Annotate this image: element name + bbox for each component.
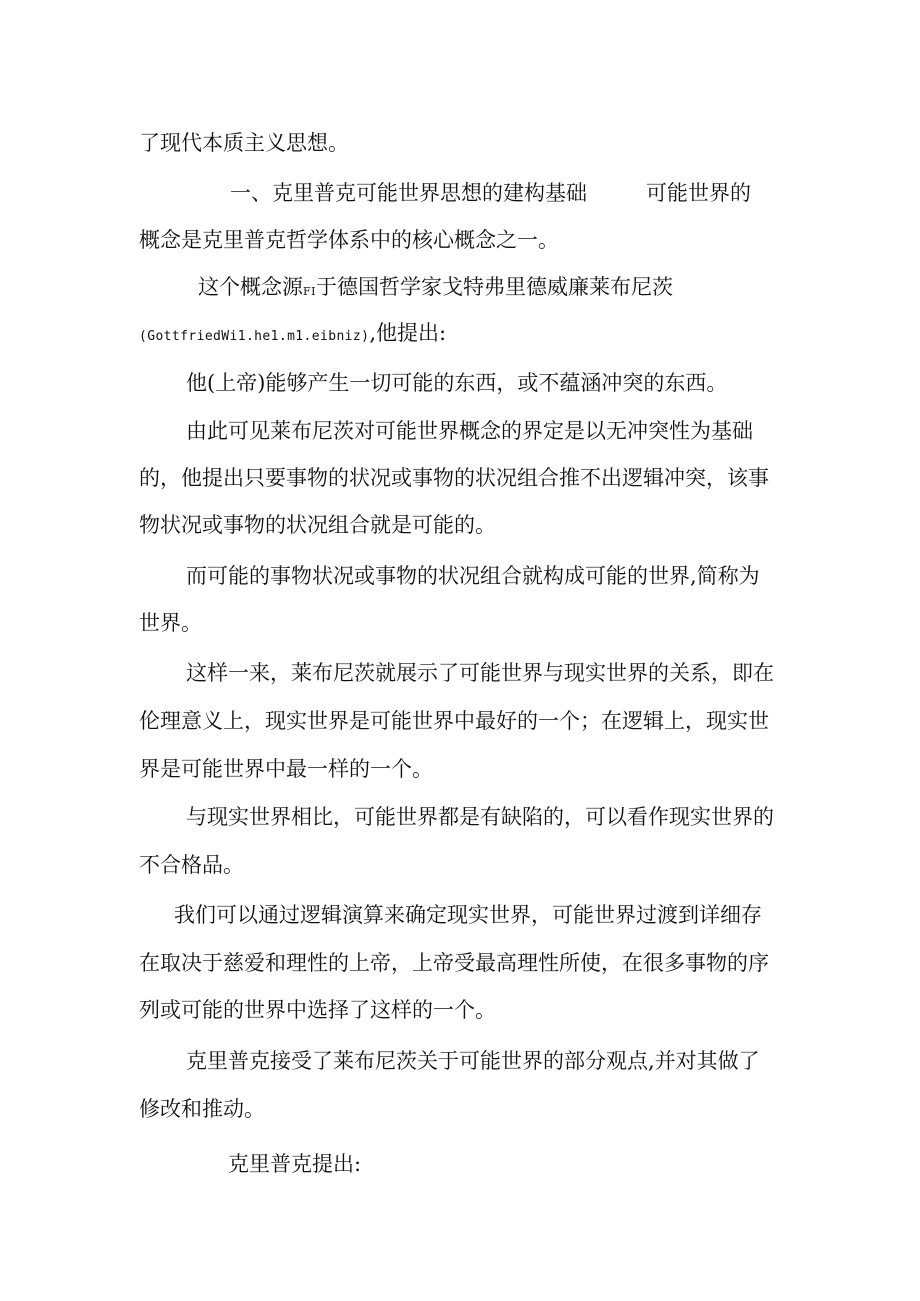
paragraph-line <box>139 318 446 352</box>
text-run: 这个概念源 <box>198 275 303 299</box>
paragraph-line: 界是可能世界中最一样的一个。 <box>139 757 433 781</box>
paragraph-line: 修改和推动。 <box>139 1097 265 1121</box>
section-heading: 一、克里普克可能世界思想的建构基础 <box>230 181 587 205</box>
paragraph-line: 而可能的事物状况或事物的状况组合就构成可能的世界,简称为 <box>186 564 760 588</box>
paragraph-line: 了现代本质主义思想。 <box>139 131 349 155</box>
paragraph-line: 列或可能的世界中选择了这样的一个。 <box>139 998 496 1022</box>
paragraph-line <box>198 272 673 307</box>
paragraph-line: 物状况或事物的状况组合就是可能的。 <box>139 513 496 537</box>
paragraph-line: 他(上帝)能够产生一切可能的东西，或不蕴涵冲突的东西。 <box>186 371 728 395</box>
latin-name: (GottfriedWi1.he1.m1.eibniz) <box>139 329 370 344</box>
paragraph-line: 我们可以通过逻辑演算来确定现实世界，可能世界过渡到详细存 <box>174 903 762 927</box>
paragraph-line: 概念是克里普克哲学体系中的核心概念之一。 <box>139 228 559 252</box>
ocr-artifact: FI <box>303 285 316 298</box>
text-run: 于德国哲学家戈特弗里德威廉莱布尼茨 <box>315 275 673 299</box>
paragraph-line: 由此可见莱布尼茨对可能世界概念的界定是以无冲突性为基础 <box>186 419 753 443</box>
paragraph-line: 克里普克提出: <box>228 1152 362 1176</box>
paragraph-line: 的，他提出只要事物的状况或事物的状况组合推不出逻辑冲突，该事 <box>139 466 769 490</box>
paragraph-line: 这样一来，莱布尼茨就展示了可能世界与现实世界的关系，即在 <box>186 661 774 685</box>
text-run: ,他提出: <box>369 321 447 345</box>
paragraph-line: 可能世界的 <box>646 181 751 205</box>
paragraph-line: 世界。 <box>139 611 202 635</box>
paragraph-line: 在取决于慈爱和理性的上帝，上帝受最高理性所使，在很多事物的序 <box>139 951 769 975</box>
paragraph-line: 与现实世界相比，可能世界都是有缺陷的，可以看作现实世界的 <box>186 805 774 829</box>
paragraph-line: 克里普克接受了莱布尼茨关于可能世界的部分观点,并对其做了 <box>186 1049 760 1073</box>
paragraph-line: 伦理意义上，现实世界是可能世界中最好的一个；在逻辑上，现实世 <box>139 709 769 733</box>
paragraph-line: 不合格品。 <box>139 853 244 877</box>
